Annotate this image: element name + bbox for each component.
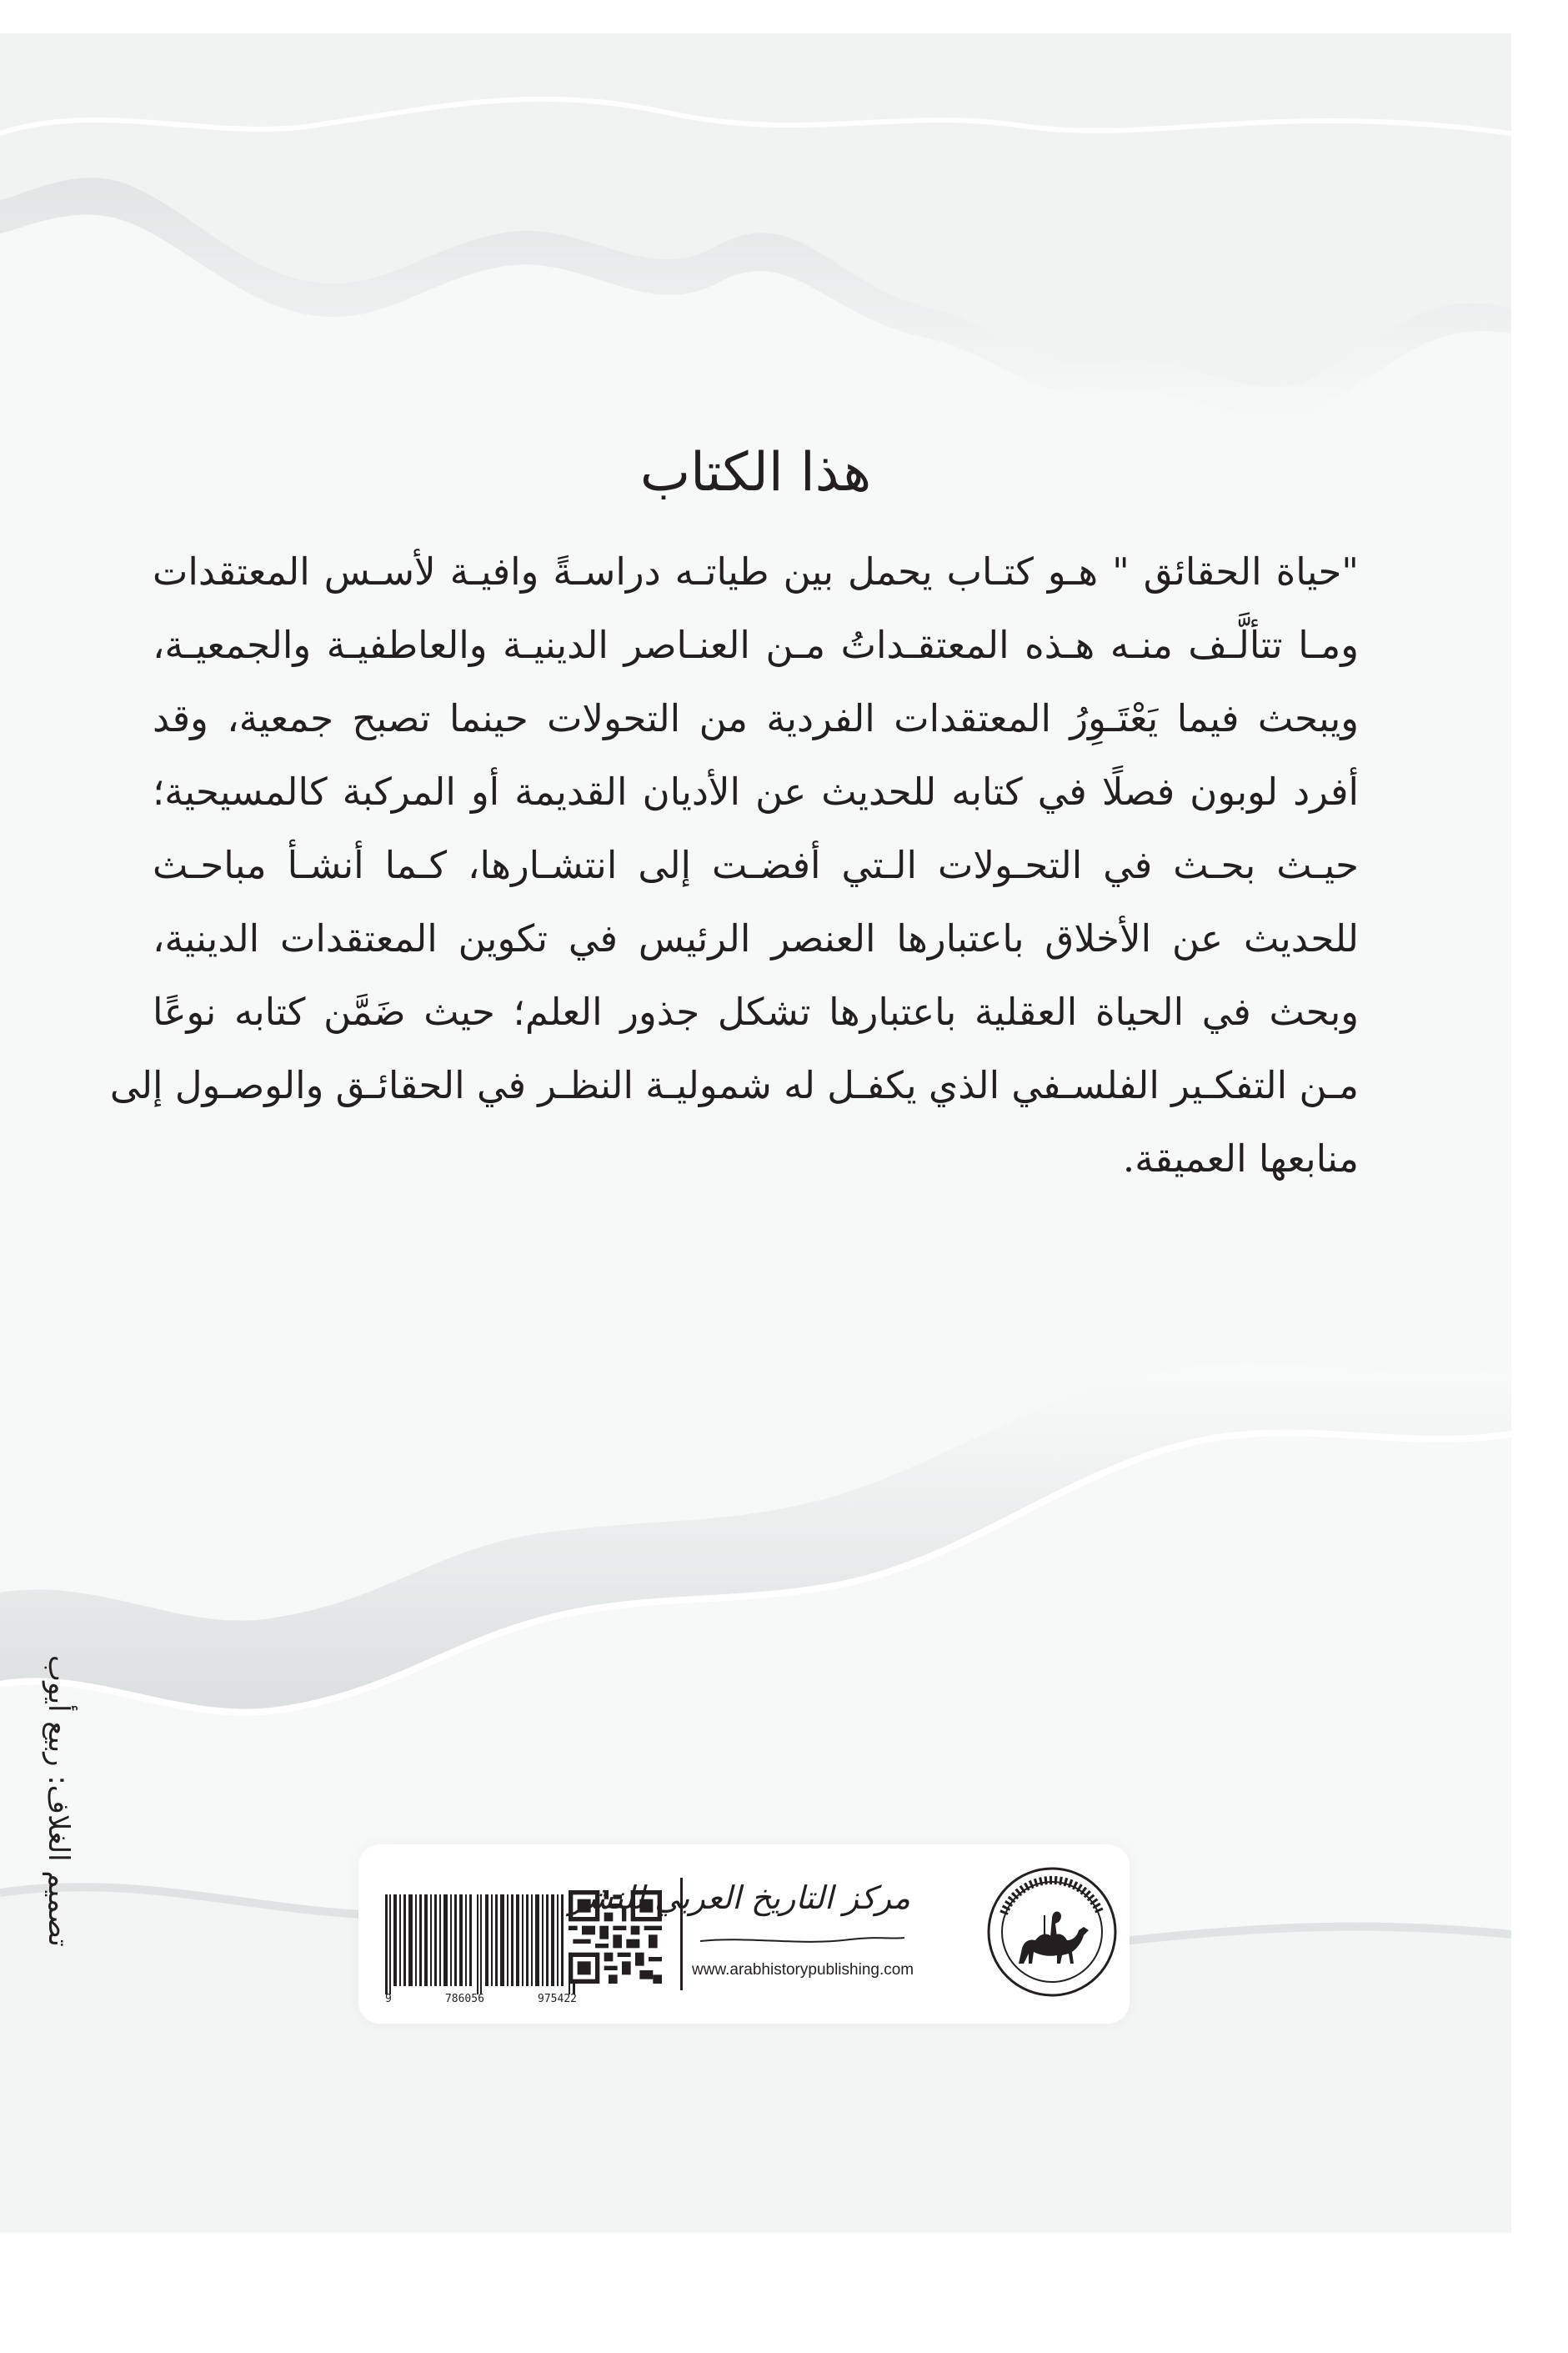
barcode-digit-group: 975422 (538, 1993, 577, 2005)
blurb-line: حيـث بحـث في التحـولات الـتي أفضـت إلى انتشـارها، كـما أنشـأ مباحـث (153, 843, 1359, 887)
blurb-line: أفرد لوبون فصلًا في كتابه للحديث عن الأديان القديمة أو المركبة كالمسيحية؛ (153, 770, 1359, 814)
barcode-digits (385, 1993, 577, 2005)
blurb-line: "حياة الحقائق " هـو كتـاب يحمل بين طياتـه دراسـةً وافيـة لأسـس المعتقدات (153, 549, 1359, 594)
logo-flourish-icon (700, 1934, 904, 1946)
barcode-icon (385, 1894, 577, 1994)
cover-design-credit: تصميم الغلاف: ربيع أيوب (42, 1655, 75, 1947)
barcode-digit-group: 9 (385, 1993, 392, 2005)
blurb (109, 442, 1359, 1196)
publisher-url[interactable]: www.arabhistorypublishing.com (692, 1961, 914, 1979)
blurb-line: وبحث في الحياة العقلية باعتبارها تشكل جذور العلم؛ حيث ضَمَّن كتابه نوعًا (153, 990, 1359, 1034)
blurb-paragraph (109, 535, 1359, 1196)
publisher-logo-text: مركز التاريخ العربي للنشر (569, 1879, 910, 1916)
blurb-title: هذا الكتاب (639, 442, 872, 504)
blurb-line: للحديث عن الأخلاق باعتبارها العنصر الرئيس في تكوين المعتقدات الدينية، (153, 916, 1359, 961)
blurb-line: مـن التفكـير الفلسـفي الذي يكفـل له شموليـة النظـر في الحقائـق والوصـول إلى (109, 1063, 1359, 1107)
back-cover (0, 33, 1511, 2233)
blurb-line: منابعها العميقة. (1122, 1136, 1359, 1181)
blurb-line: ومـا تتألَّـف منـه هـذه المعتقـداتُ مـن العنـاصر الدينيـة والعاطفيـة والجمعيـة، (153, 623, 1359, 667)
publisher-panel (358, 1844, 1130, 2024)
publisher-seal-icon (985, 1865, 1119, 1999)
blurb-line: ويبحث فيما يَعْتَـوِرُ المعتقدات الفردية من التحولات حينما تصبح جمعية، وقد (153, 696, 1359, 740)
barcode-digit-group: 786056 (444, 1993, 484, 2005)
